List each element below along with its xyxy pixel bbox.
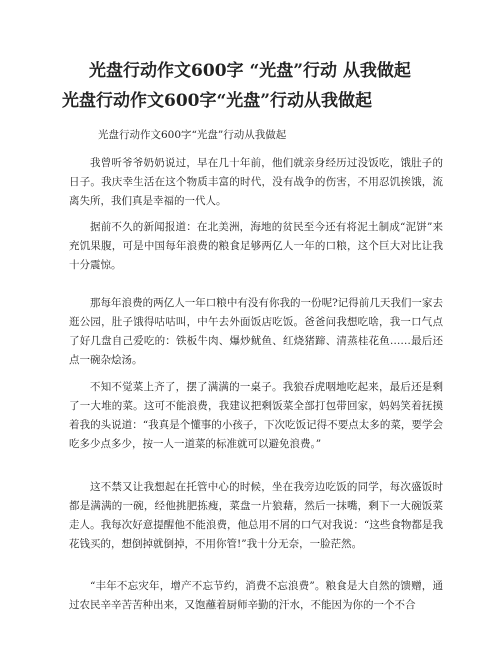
paragraph-5: 这不禁又让我想起在托管中心的时候，坐在我旁边吃饭的同学，每次盛饭时都是满满的一碗，经他挑肥拣瘦，菜盘一片狼藉，然后一抹嘴，剩下一大碗饭菜走人。我每次好意提醒他不能浪费，他总用不屑的口气对我说：“这些食物都是我花钱买的，想倒掉就倒掉，不用你管!”我十分无奈，一脸茫然。 [69, 481, 443, 550]
document-title-main: 光盘行动作文600字 “光盘”行动 从我做起 [89, 61, 411, 81]
document-title-secondary: 光盘行动作文600字“光盘”行动从我做起 [62, 91, 373, 111]
paragraph-1: 我曾听爷爷奶奶说过，早在几十年前，他们就亲身经历过没饭吃，饿肚子的日子。我庆幸生活在这个物质丰富的时代，没有战争的伤害，不用忍饥挨饿，流离失所，我们真是幸福的一代人。 [69, 157, 443, 207]
paragraph-2: 据前不久的新闻报道：在北美洲，海地的贫民至今还有将泥土制成“泥饼”来充饥果腹，可是中国每年浪费的粮食足够两亿人一年的口粮，这个巨大对比让我十分震惊。 [69, 221, 443, 271]
paragraph-3: 那每年浪费的两亿人一年口粮中有没有你我的一份呢?记得前几天我们一家去逛公园，肚子饿得咕咕叫，中午去外面饭店吃饭。爸爸问我想吃啥，我一口气点了好几盘自己爱吃的：铁板牛肉、爆炒鱿鱼、红烧猪蹄、清蒸桂花鱼……最后还点一碗杂烩汤。 [69, 297, 443, 366]
paragraph-6: “丰年不忘灾年，增产不忘节约，消费不忘浪费”。粮食是大自然的馈赠，通过农民辛辛苦苦种出来，又饱蘸着厨师辛勤的汗水，不能因为你的一个不合 [69, 580, 443, 611]
article-heading: 光盘行动作文600字“光盘”行动从我做起 [98, 129, 287, 141]
paragraph-4: 不知不觉菜上齐了，摆了满满的一桌子。我狼吞虎咽地吃起来，最后还是剩了一大堆的菜。这可不能浪费，我建议把剩饭菜全部打包带回家，妈妈笑着抚摸着我的头说道：“我真是个懂事的小孩子，下次吃饭记得不要点太多的菜，要学会吃多少点多少，按一人一道菜的标准就可以避免浪费。” [69, 381, 443, 450]
